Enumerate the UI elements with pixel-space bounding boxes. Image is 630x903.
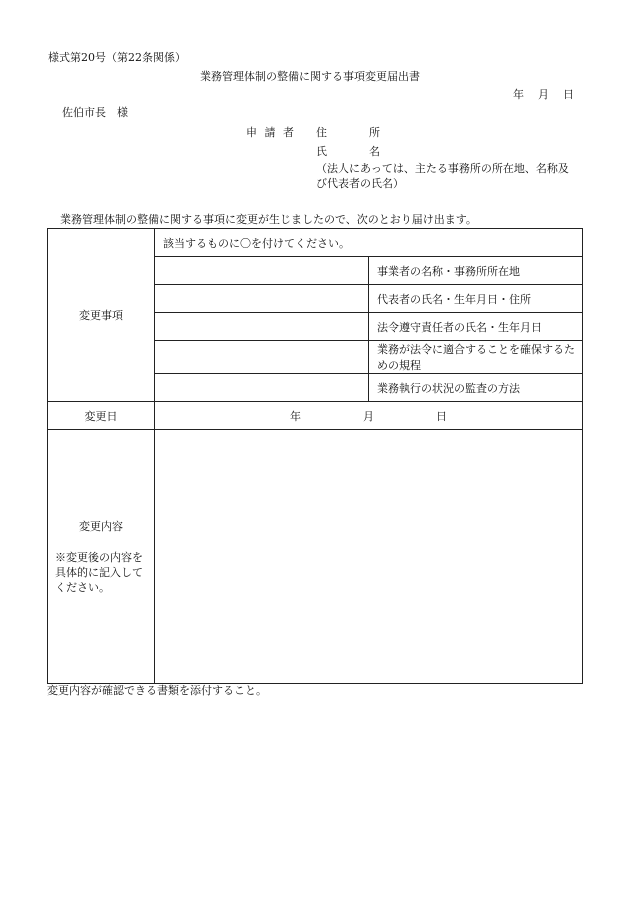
- form-number: 様式第20号（第22条関係）: [48, 51, 186, 64]
- checkbox-cell[interactable]: [155, 374, 369, 402]
- change-item-label: 代表者の氏名・生年月日・住所: [369, 285, 583, 313]
- instruction-row: [48, 229, 583, 257]
- change-content-note: ※変更後の内容を具体的に記入してください。: [55, 551, 143, 594]
- corporate-note: （法人にあっては、主たる事務所の所在地、名称及び代表者の氏名）: [316, 162, 569, 190]
- submission-date: [513, 88, 574, 102]
- change-content-row: [48, 430, 583, 684]
- address-label-char-2: 所: [369, 126, 380, 139]
- instruction-text: 該当するものに〇を付けてください。: [155, 229, 583, 257]
- change-date-field[interactable]: [155, 402, 583, 430]
- intro-text: 業務管理体制の整備に関する事項に変更が生じましたので、次のとおり届け出ます。: [60, 213, 477, 226]
- document-title: 業務管理体制の整備に関する事項変更届出書: [200, 70, 420, 83]
- checkbox-cell[interactable]: [155, 313, 369, 341]
- addressee: 佐伯市長 様: [62, 106, 128, 119]
- change-item-label: 業務執行の状況の監査の方法: [369, 374, 583, 402]
- date-year-label: 年: [513, 88, 524, 101]
- checkbox-cell[interactable]: [155, 285, 369, 313]
- change-item-label: 法令遵守責任者の氏名・生年月日: [369, 313, 583, 341]
- change-items-label: 変更事項: [48, 229, 155, 402]
- checkbox-cell[interactable]: [155, 341, 369, 374]
- change-content-label-cell: [48, 430, 155, 684]
- change-form-table: [47, 228, 583, 684]
- change-content-label: 変更内容: [79, 520, 123, 533]
- applicant-label: 申 請 者: [246, 126, 296, 139]
- date-day-label: 日: [563, 88, 574, 101]
- change-date-label: 変更日: [48, 402, 155, 430]
- change-date-day: 日: [436, 409, 447, 423]
- change-content-field[interactable]: [155, 430, 583, 684]
- name-label-char-1: 氏: [316, 145, 327, 158]
- checkbox-cell[interactable]: [155, 257, 369, 285]
- address-label: [316, 126, 380, 140]
- name-label: [316, 145, 380, 159]
- name-label-char-2: 名: [369, 145, 380, 158]
- date-month-label: 月: [538, 88, 549, 101]
- footnote: 変更内容が確認できる書類を添付すること。: [47, 684, 267, 697]
- address-label-char-1: 住: [316, 126, 327, 139]
- change-date-row: [48, 402, 583, 430]
- change-date-month: 月: [363, 409, 374, 423]
- change-item-label: 事業者の名称・事務所所在地: [369, 257, 583, 285]
- change-date-year: 年: [290, 409, 301, 423]
- change-item-label: 業務が法令に適合することを確保するための規程: [369, 341, 583, 374]
